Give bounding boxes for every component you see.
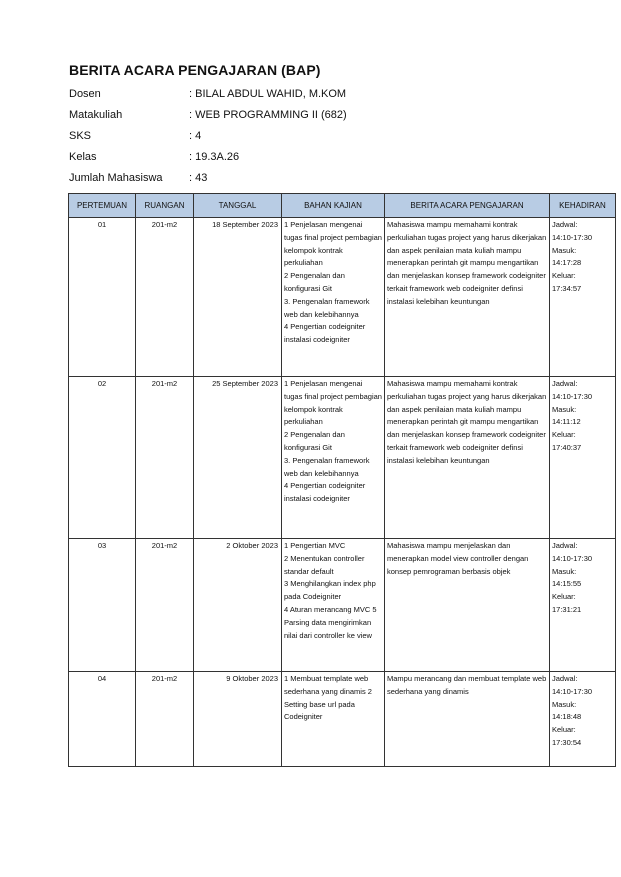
cell-ruangan: 201-m2 <box>136 218 194 377</box>
info-value: : WEB PROGRAMMING II (682) <box>189 109 347 121</box>
cell-bahan-kajian: 1 Membuat template web sederhana yang dinamis 2 Setting base url pada Codeigniter <box>282 672 385 767</box>
cell-bahan-kajian: 1 Pengertian MVC 2 Menentukan controller standar default 3 Menghilangkan index php pada Codeigniter 4 Aturan merancang MVC 5 Parsing data mengirimkan nilai dari controller ke view <box>282 539 385 672</box>
table-row <box>69 218 616 377</box>
cell-berita-acara: Mahasiswa mampu memahami kontrak perkuliahan tugas project yang harus dikerjakan dan aspek penilaian mata kuliah mampu menerapkan perintah git mampu mengartikan dan menjelaskan konsep framework codeigniter terkait framework web codeigniter definsi instalasi kelebihan keuntungan <box>385 218 550 377</box>
table-row <box>69 377 616 539</box>
cell-kehadiran: Jadwal: 14:10-17:30 Masuk: 14:17:28 Keluar: 17:34:57 <box>550 218 616 377</box>
info-value: : BILAL ABDUL WAHID, M.KOM <box>189 88 347 100</box>
header-tanggal: TANGGAL <box>194 194 282 218</box>
cell-pertemuan: 04 <box>69 672 136 767</box>
info-label: Matakuliah <box>69 109 123 121</box>
bap-table <box>68 193 616 767</box>
cell-berita-acara: Mahasiswa mampu memahami kontrak perkuliahan tugas project yang harus dikerjakan dan aspek penilaian mata kuliah mampu menerapkan perintah git mampu mengartikan dan menjelaskan konsep framework codeigniter terkait framework web codeigniter definsi instalasi kelebihan keuntungan <box>385 377 550 539</box>
cell-tanggal: 2 Oktober 2023 <box>194 539 282 672</box>
header-berita-acara: BERITA ACARA PENGAJARAN <box>385 194 550 218</box>
cell-kehadiran: Jadwal: 14:10-17:30 Masuk: 14:11:12 Keluar: 17:40:37 <box>550 377 616 539</box>
cell-ruangan: 201-m2 <box>136 377 194 539</box>
cell-pertemuan: 01 <box>69 218 136 377</box>
cell-tanggal: 25 September 2023 <box>194 377 282 539</box>
cell-ruangan: 201-m2 <box>136 672 194 767</box>
info-label: Jumlah Mahasiswa <box>69 172 163 184</box>
cell-kehadiran: Jadwal: 14:10-17:30 Masuk: 14:18:48 Keluar: 17:30:54 <box>550 672 616 767</box>
cell-bahan-kajian: 1 Penjelasan mengenai tugas final project pembagian kelompok kontrak perkuliahan 2 Pengenalan dan konfigurasi Git 3. Pengenalan framework web dan kelebihannya 4 Pengertian codeigniter instalasi codeigniter <box>282 377 385 539</box>
cell-pertemuan: 02 <box>69 377 136 539</box>
cell-ruangan: 201-m2 <box>136 539 194 672</box>
header-kehadiran: KEHADIRAN <box>550 194 616 218</box>
header-ruangan: RUANGAN <box>136 194 194 218</box>
table-row <box>69 672 616 767</box>
cell-berita-acara: Mampu merancang dan membuat template web sederhana yang dinamis <box>385 672 550 767</box>
info-label: Kelas <box>69 151 97 163</box>
info-value: : 43 <box>189 172 208 184</box>
info-value: : 4 <box>189 130 202 142</box>
info-label: SKS <box>69 130 92 142</box>
header-pertemuan: PERTEMUAN <box>69 194 136 218</box>
cell-bahan-kajian: 1 Penjelasan mengenai tugas final project pembagian kelompok kontrak perkuliahan 2 Pengenalan dan konfigurasi Git 3. Pengenalan framework web dan kelebihannya 4 Pengertian codeigniter instalasi codeigniter <box>282 218 385 377</box>
header-bahan-kajian: BAHAN KAJIAN <box>282 194 385 218</box>
document-title: BERITA ACARA PENGAJARAN (BAP) <box>69 62 321 78</box>
info-label: Dosen <box>69 88 101 100</box>
cell-berita-acara: Mahasiswa mampu menjelaskan dan menerapkan model view controller dengan konsep pemrograman berbasis objek <box>385 539 550 672</box>
table-row <box>69 539 616 672</box>
cell-pertemuan: 03 <box>69 539 136 672</box>
cell-tanggal: 18 September 2023 <box>194 218 282 377</box>
table-header-row <box>69 194 616 218</box>
cell-tanggal: 9 Oktober 2023 <box>194 672 282 767</box>
info-value: : 19.3A.26 <box>189 151 240 163</box>
cell-kehadiran: Jadwal: 14:10-17:30 Masuk: 14:15:55 Keluar: 17:31:21 <box>550 539 616 672</box>
